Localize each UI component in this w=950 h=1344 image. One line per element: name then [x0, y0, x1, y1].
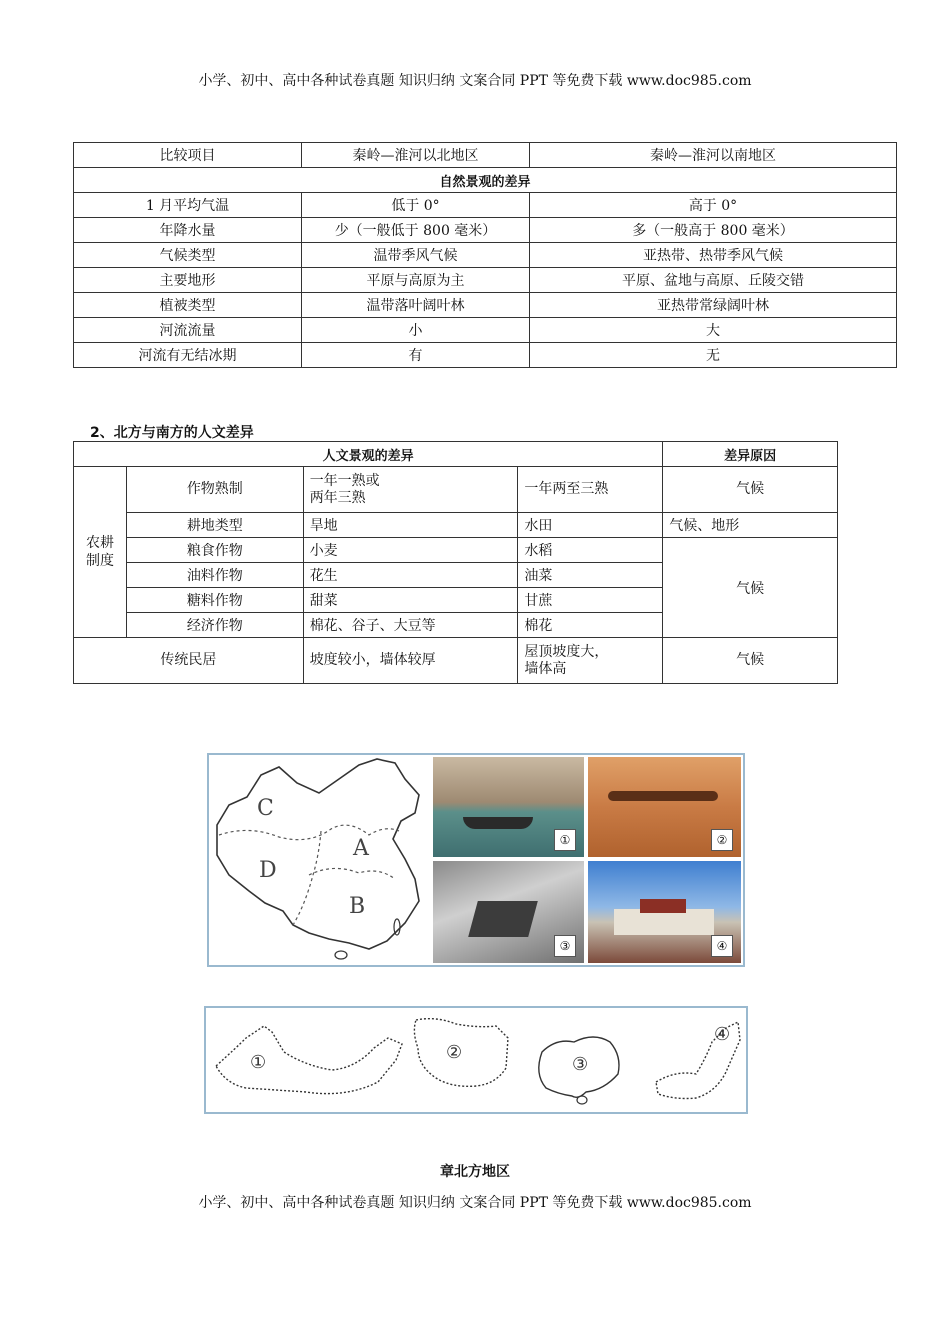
cell: 水稻	[518, 538, 663, 563]
cell: 主要地形	[74, 268, 302, 293]
cell: 作物熟制	[126, 467, 303, 513]
cell	[303, 467, 518, 513]
cell: 大	[530, 318, 897, 343]
outline-number: ③	[572, 1054, 589, 1075]
cell: 有	[302, 343, 530, 368]
cell: 温带落叶阔叶林	[302, 293, 530, 318]
natural-differences-table	[73, 142, 897, 368]
cell: 油料作物	[126, 563, 303, 588]
cell: 糖料作物	[126, 588, 303, 613]
photo-cave-dwelling	[433, 861, 584, 963]
section-row	[74, 168, 897, 193]
cell: 高于 0°	[530, 193, 897, 218]
china-regions-map	[209, 755, 431, 965]
region-outlines	[206, 1008, 746, 1112]
header-cell: 比较项目	[74, 143, 302, 168]
cell: 年降水量	[74, 218, 302, 243]
cell: 油菜	[518, 563, 663, 588]
header-cell: 秦岭—淮河以北地区	[302, 143, 530, 168]
cell: 经济作物	[126, 613, 303, 638]
photo-number: ③	[554, 935, 576, 957]
cell: 温带季风气候	[302, 243, 530, 268]
map-label-d: D	[259, 858, 277, 883]
table-row	[74, 318, 897, 343]
table-row	[74, 218, 897, 243]
cell: 小	[302, 318, 530, 343]
cell: 棉花	[518, 613, 663, 638]
header-cell: 秦岭—淮河以南地区	[530, 143, 897, 168]
table-row	[74, 467, 838, 513]
group-label-line: 农耕	[85, 535, 114, 551]
table-header-row	[74, 442, 838, 467]
cell: 河流有无结冰期	[74, 343, 302, 368]
cell: 水田	[518, 513, 663, 538]
map-label-c: C	[257, 796, 274, 821]
table-row	[74, 243, 897, 268]
header-main: 人文景观的差异	[74, 442, 663, 467]
cell: 气候	[663, 638, 838, 684]
cell: 坡度较小，墙体较厚	[303, 638, 518, 684]
section-subtitle: 2、北方与南方的人文差异	[90, 425, 254, 441]
cell: 植被类型	[74, 293, 302, 318]
cell: 小麦	[303, 538, 518, 563]
photo-desert-camels	[588, 757, 741, 857]
cultural-differences-table	[73, 441, 838, 684]
cell: 少（一般低于 800 毫米）	[302, 218, 530, 243]
cell-line: 屋顶坡度大，	[524, 643, 609, 660]
cell: 亚热带常绿阔叶林	[530, 293, 897, 318]
cell: 1 月平均气温	[74, 193, 302, 218]
cell: 棉花、谷子、大豆等	[303, 613, 518, 638]
cell: 传统民居	[74, 638, 304, 684]
table-row	[74, 513, 838, 538]
region-outlines-figure	[204, 1006, 748, 1114]
header-reason: 差异原因	[663, 442, 838, 467]
cell: 一年两至三熟	[518, 467, 663, 513]
photo-number: ④	[711, 935, 733, 957]
outline-number: ②	[446, 1042, 463, 1063]
cell: 气候、地形	[663, 513, 838, 538]
group-label-line: 制度	[85, 553, 114, 569]
section-title: 自然景观的差异	[74, 168, 897, 193]
map-label-b: B	[349, 894, 366, 919]
cell: 多（一般高于 800 毫米）	[530, 218, 897, 243]
table-header-row	[74, 143, 897, 168]
table-row	[74, 638, 838, 684]
cell: 平原与高原为主	[302, 268, 530, 293]
photo-potala-palace	[588, 861, 741, 963]
cell: 旱地	[303, 513, 518, 538]
regions-map-figure	[207, 753, 745, 967]
photo-water-town	[433, 757, 584, 857]
table-row	[74, 193, 897, 218]
page-footer: 小学、初中、高中各种试卷真题 知识归纳 文案合同 PPT 等免费下载 www.doc985.com	[198, 1195, 752, 1211]
cell: 粮食作物	[126, 538, 303, 563]
outline-number: ④	[714, 1024, 731, 1045]
chapter-title: 章北方地区	[440, 1164, 510, 1180]
cell: 无	[530, 343, 897, 368]
table-row	[74, 293, 897, 318]
cell: 甘蔗	[518, 588, 663, 613]
table-row	[74, 343, 897, 368]
photo-number: ②	[711, 829, 733, 851]
cell-line: 一年一熟或	[309, 472, 380, 489]
cell: 亚热带、热带季风气候	[530, 243, 897, 268]
cell: 低于 0°	[302, 193, 530, 218]
cell: 甜菜	[303, 588, 518, 613]
table-row	[74, 268, 897, 293]
cell	[518, 638, 663, 684]
group-label	[74, 467, 127, 638]
cell-line: 墙体高	[524, 660, 567, 677]
cell: 耕地类型	[126, 513, 303, 538]
page-header: 小学、初中、高中各种试卷真题 知识归纳 文案合同 PPT 等免费下载 www.doc985.com	[198, 73, 752, 89]
map-label-a: A	[353, 836, 369, 861]
cell: 气候类型	[74, 243, 302, 268]
cell: 河流流量	[74, 318, 302, 343]
cell: 花生	[303, 563, 518, 588]
cell: 气候	[663, 467, 838, 513]
outline-number: ①	[250, 1052, 267, 1073]
table-row	[74, 538, 838, 563]
merged-reason-cell: 气候	[663, 538, 838, 638]
cell: 平原、盆地与高原、丘陵交错	[530, 268, 897, 293]
photo-number: ①	[554, 829, 576, 851]
cell-line: 两年三熟	[309, 489, 366, 506]
